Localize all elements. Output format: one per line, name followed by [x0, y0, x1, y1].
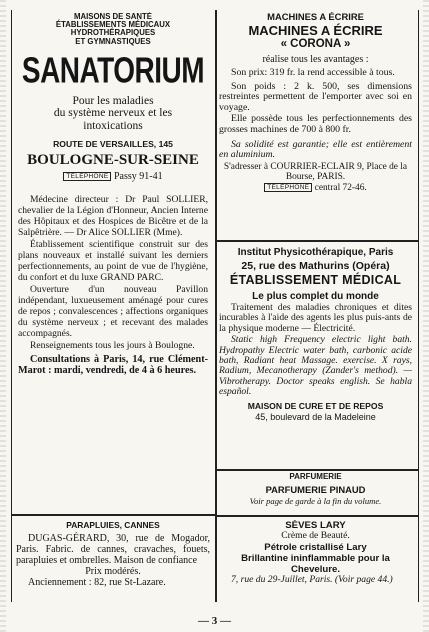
institut-title: Institut Physicothérapique, Paris	[237, 247, 394, 258]
sanatorium-ad	[16, 12, 210, 512]
machine-title: MACHINES A ÉCRIRE	[248, 23, 383, 38]
institut-body: Traitement des maladies chroniques et dites incurables à l'aide des agents les plus puis-ants de la physique moderne — Électricité.	[219, 302, 412, 334]
parfumerie-ad	[219, 472, 412, 512]
institut-sub: Le plus complet du monde	[252, 291, 379, 302]
page-number: — 3 —	[198, 615, 231, 627]
institut-address: 25, rue des Mathurins (Opéra)	[241, 260, 390, 272]
machine-phone-line	[219, 183, 412, 194]
header-lines	[16, 13, 210, 46]
umbrella-old-address: Anciennement : 82, rue St-Lazare.	[28, 577, 166, 588]
header-line: HYDROTHÉRAPIQUES	[70, 28, 156, 38]
umbrella-header: PARAPLUIES, CANNES	[66, 520, 160, 530]
umbrella-ad	[16, 520, 210, 604]
cure-address: 45, boulevard de la Madeleine	[255, 411, 376, 422]
machine-price: Son prix: 319 fr. la rend accessible à tous.	[231, 67, 395, 78]
para-info: Renseignements tous les jours à Boulogne.	[30, 339, 195, 351]
phone-line	[16, 171, 210, 182]
seves-lary-ad	[219, 520, 412, 604]
para-establishment: Établissement scientifique construit sur des plans nouveaux et installé suivant les derniers perfectionnements, au point de vue de l'hygiène, du confort et du luxe GRAND PARC.	[18, 238, 208, 283]
column-divider	[215, 10, 217, 602]
machine-address: S'adresser à COURRIER-ECLAIR 9, Place de la Bourse, PARIS.	[223, 161, 408, 183]
parfumerie-title: PARFUMERIE PINAUD	[265, 484, 366, 495]
route: ROUTE DE VERSAILLES, 145	[53, 138, 173, 149]
machine-phone: central 72-46.	[314, 182, 367, 193]
institut-estab: ÉTABLISSEMENT MÉDICAL	[229, 273, 402, 287]
umbrella-body: DUGAS-GÉRARD, 30, rue de Mogador, Paris. Fabric. de cannes, cravaches, fouets, parapluies et ombrelles. Maison de confiance	[16, 533, 210, 566]
para-pavilion: Ouverture d'un nouveau Pavillon indépendant, luxueusement aménagé pour cures de repos ; convalescences ; affections organiques du système nerveux ; et recevant des malades accompagnés.	[18, 283, 208, 339]
city: BOULOGNE-SUR-SEINE	[27, 151, 199, 168]
seves-title: SÈVES LARY	[285, 520, 346, 531]
parfumerie-header: PARFUMERIE	[289, 472, 342, 481]
seves-petrole: Pétrole cristallisé Lary	[264, 541, 367, 553]
header-line: ET GYMNASTIQUES	[75, 36, 151, 46]
parfumerie-note: Voir page de garde à la fin du volume.	[249, 496, 382, 506]
machine-features: Elle possède tous les perfectionnements des grosses machines de 700 à 800 fr.	[219, 113, 412, 135]
subtitle-line: du système nerveux et les	[53, 107, 173, 120]
telephone-badge: TÉLÉPHONE	[63, 172, 111, 181]
institut-treatments: Static high Frequency electric light bath. Hydropathy Electric water bath, carbonic acide bath, Radiant heat Massage. exercise. X rays, Radium, Mecanotherapy (Zander's method). — Vibrotherapy. Doctor speaks english. Se habla español.	[219, 334, 412, 398]
header-line: MAISONS DE SANTÉ	[74, 12, 152, 21]
seves-brillantine: Brillantine ininflammable pour la Chevelure.	[241, 552, 390, 575]
machine-weight: Son poids : 2 k. 500, ses dimensions restreintes permettent de l'emporter avec soi en voyage.	[219, 80, 412, 113]
scan-edge	[0, 0, 6, 632]
umbrella-prices: Prix modérés.	[85, 566, 141, 577]
right-section-divider-2	[216, 469, 418, 471]
corona-brand: « CORONA »	[280, 38, 351, 50]
phone-number: Passy 91-41	[113, 170, 163, 182]
institut-ad	[219, 246, 412, 468]
subtitle	[16, 95, 210, 133]
left-section-divider	[12, 514, 215, 516]
machine-intro: réalise tous les avantages :	[262, 54, 369, 65]
machine-solidity: Sa solidité est garantie; elle est entièrement en aluminium.	[219, 138, 412, 161]
sanatorium-title: SANATORIUM	[21, 49, 205, 91]
machine-header: MACHINES A ÉCRIRE	[267, 12, 364, 22]
header-line: ÉTABLISSEMENTS MÉDICAUX	[55, 20, 171, 30]
scan-edge	[423, 0, 429, 632]
seves-cream: Crème de Beauté.	[281, 530, 350, 541]
subtitle-line: intoxications	[83, 120, 143, 132]
seves-address: 7, rue du 29-Juillet, Paris. (Voir page 44.)	[231, 573, 393, 585]
right-section-divider-3	[216, 515, 418, 517]
corona-ad	[219, 12, 412, 238]
subtitle-line: Pour les maladies	[72, 94, 154, 107]
telephone-badge: TÉLÉPHONE	[264, 183, 312, 192]
consultations: Consultations à Paris, 14, rue Clément-Marot : mardi, vendredi, de 4 à 6 heures.	[18, 353, 208, 376]
director-text: Médecine directeur : Dr Paul SOLLIER, chevalier de la Légion d'Honneur, Ancien Interne des Hôpitaux et des Hospices de Bicêtre et de la Salpêtrière. — Dr Alice SOLLIER (Mme).	[18, 193, 208, 238]
cure-house: MAISON DE CURE ET DE REPOS	[247, 400, 384, 411]
right-section-divider-1	[216, 240, 418, 242]
